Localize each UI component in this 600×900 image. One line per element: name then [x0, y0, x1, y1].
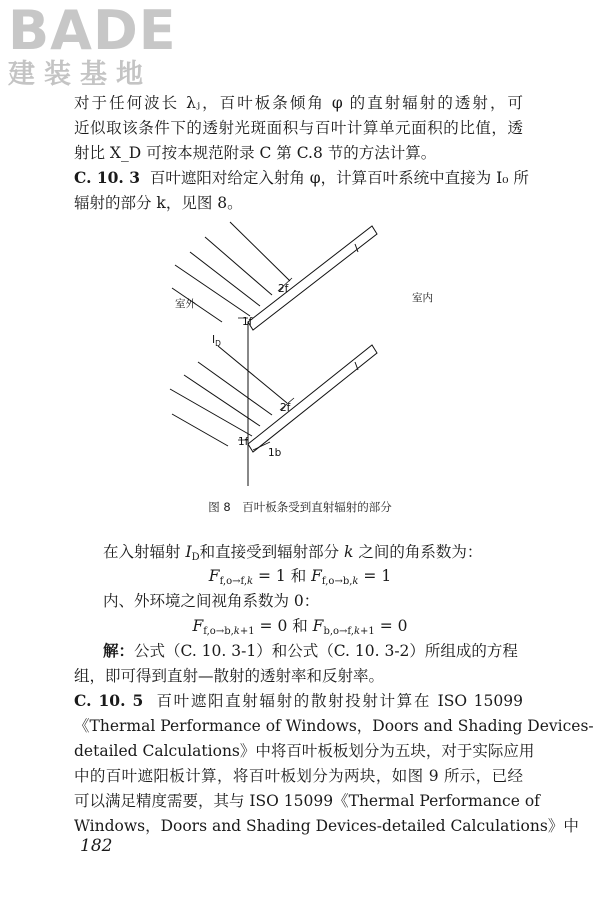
- para1-line2: 近似取该条件下的透射光斑面积与百叶计算单元面积的比值，透: [74, 119, 523, 137]
- logo-tagline: 建装基地: [8, 59, 152, 90]
- c105-line1: [74, 691, 523, 711]
- solution-label: 解：: [103, 641, 135, 660]
- label-2f-lower: 2f: [280, 402, 291, 414]
- figure-caption: 图 8 百叶板条受到直射辐射的部分: [208, 500, 392, 514]
- c105-line6: Windows，Doors and Shading Devices-detailed Calculations》中: [74, 817, 579, 835]
- solution-text1: 公式（C. 10. 3-1）和公式（C. 10. 3-2）所组成的方程: [134, 642, 518, 660]
- label-1f-lower: 1f: [238, 436, 249, 448]
- equation-between: 内、外环境之间视角系数为 0：: [103, 592, 320, 610]
- solution-line2: 组，即可得到直射—散射的透射率和反射率。: [74, 667, 385, 685]
- c105-line5: 可以满足精度需要，其与 ISO 15099《Thermal Performance of: [74, 792, 540, 810]
- label-indoor: 室内: [412, 292, 433, 304]
- label-1f-upper: 1f: [242, 316, 253, 328]
- c103-number: C. 10. 3: [74, 168, 141, 187]
- equation-intro: 在入射辐射 $I_D$和直接受到辐射部分 k 之间的角系数为：: [103, 543, 483, 563]
- c105-line4: 中的百叶遮阳板计算，将百叶板划分为两块，如图 9 所示，已经: [74, 767, 523, 785]
- logo-brand: BADE: [8, 0, 177, 62]
- label-2f-upper: 2f: [278, 283, 289, 295]
- page-number: 182: [80, 836, 113, 856]
- c105-number: C. 10. 5: [74, 691, 144, 710]
- solution-line1: [103, 641, 518, 661]
- label-id: $I_D$: [212, 334, 221, 348]
- upper-slat: [248, 226, 377, 330]
- label-1b: 1b: [268, 447, 282, 459]
- c103-text1: 百叶遮阳对给定入射角 φ，计算百叶系统中直接为 I₀ 所: [149, 169, 529, 187]
- c103-line2: 辐射的部分 k，见图 8。: [74, 194, 243, 212]
- para1-line1: 对于任何波长 λⱼ，百叶板条倾角 φ 的直射辐射的透射，可: [74, 94, 523, 112]
- para1-line3: 射比 X_D 可按本规范附录 C 第 C.8 节的方法计算。: [74, 144, 437, 162]
- c105-line3: detailed Calculations》中将百叶板板划分为五块，对于实际应用: [74, 742, 535, 760]
- c105-line2: 《Thermal Performance of Windows，Doors and Shading Devices-: [74, 717, 594, 735]
- equation-2: $F_{f,o\to b,k+1} = 0$ 和 $F_{b,o\to f,k+1} = 0$: [192, 617, 408, 637]
- label-outdoor: 室外: [175, 298, 196, 310]
- c105-text1: 百叶遮阳直射辐射的散射投射计算在 ISO 15099: [156, 692, 523, 710]
- lower-slat: [248, 345, 377, 452]
- equation-1: $F_{f,o\to f,k} = 1$ 和 $F_{f,o\to b,k} = 1$: [208, 567, 392, 587]
